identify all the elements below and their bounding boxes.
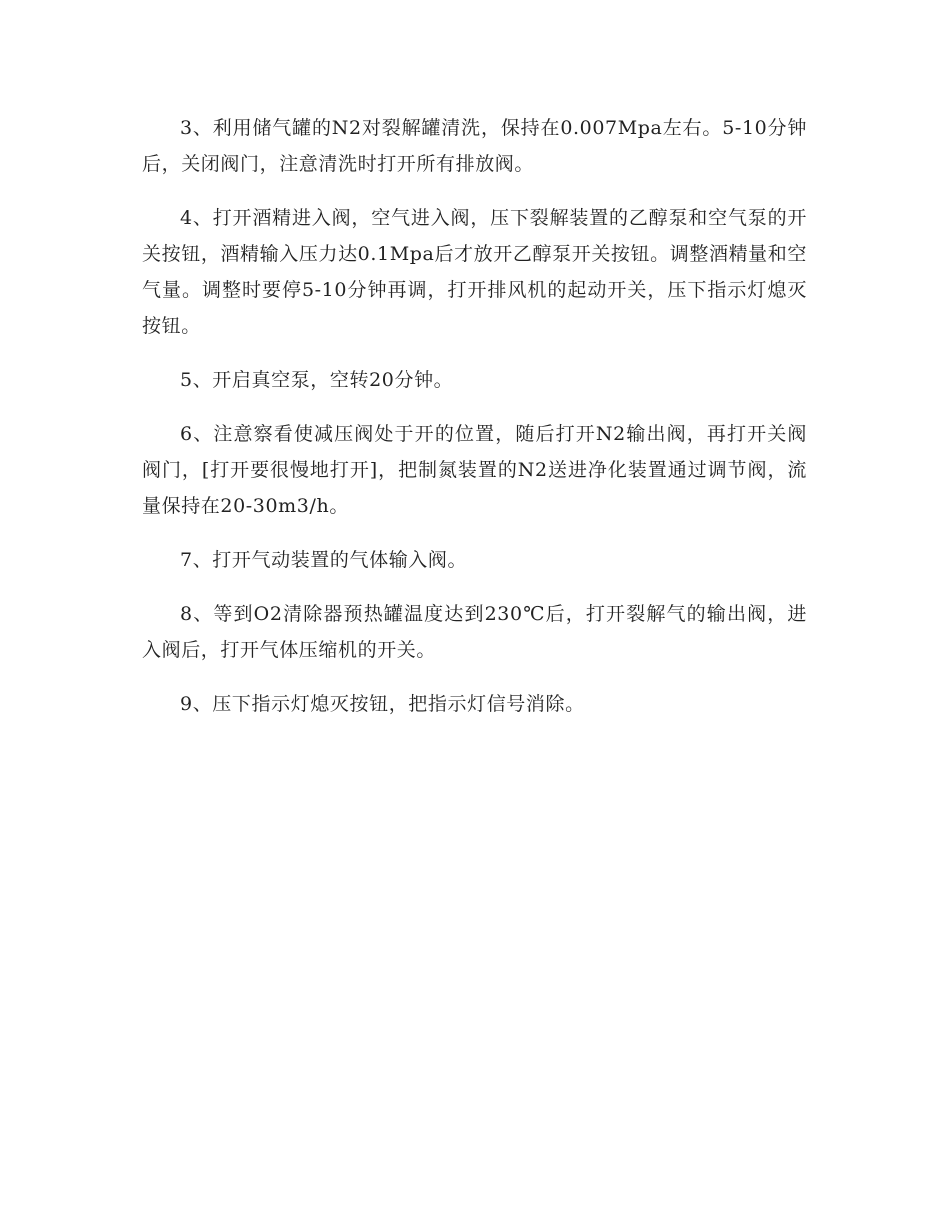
paragraph-step-7: 7、打开气动装置的气体输入阀。 xyxy=(180,549,468,571)
paragraph-step-8: 8、等到O2清除器预热罐温度达到230℃后，打开裂解气的输出阀，进入阀后，打开气体压缩机的开关。 xyxy=(142,603,807,661)
paragraph-step-6: 6、注意察看使减压阀处于开的位置，随后打开N2输出阀，再打开关阀阀门，[打开要很慢地打开]，把制氮装置的N2送进净化装置通过调节阀，流量保持在20-30m3/h。 xyxy=(142,423,807,517)
paragraph-step-5: 5、开启真空泵，空转20分钟。 xyxy=(180,369,454,391)
paragraph-step-4: 4、打开酒精进入阀，空气进入阀，压下裂解装置的乙醇泵和空气泵的开关按钮，酒精输入压力达0.1Mpa后才放开乙醇泵开关按钮。调整酒精量和空气量。调整时要停5-10分钟再调，打开排风机的起动开关，压下指示灯熄灭按钮。 xyxy=(142,207,807,337)
document-body xyxy=(142,110,807,740)
paragraph-step-9: 9、压下指示灯熄灭按钮，把指示灯信号消除。 xyxy=(180,693,585,715)
paragraph-step-3: 3、利用储气罐的N2对裂解罐清洗，保持在0.007Mpa左右。5-10分钟后，关闭阀门，注意清洗时打开所有排放阀。 xyxy=(142,117,807,175)
